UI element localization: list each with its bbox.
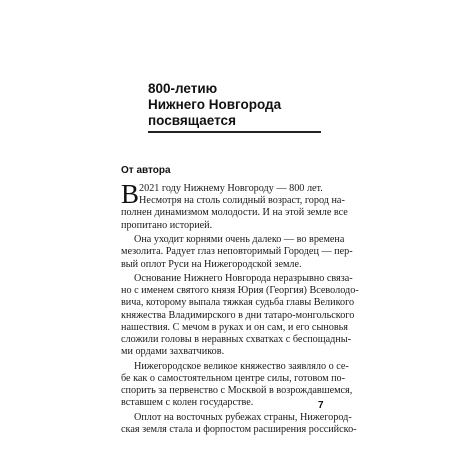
- text-line: вставшем с колен государстве.: [121, 397, 254, 409]
- drop-cap-block: [121, 179, 345, 209]
- text-line: вича, которому выпала тяжкая судьба главы Великого: [121, 297, 355, 309]
- text-line: княжества Владимирского в дни татаро-монгольского: [121, 309, 355, 321]
- paragraph: [121, 273, 359, 358]
- text-line: но с именем святого князя Юрия (Георгия) Всеволодо-: [121, 285, 359, 297]
- text-line: мезолита. Радует глаз неповторимый Городец — пер-: [121, 246, 353, 258]
- dedication-line: Нижнего Новгорода: [148, 97, 282, 112]
- dedication: [148, 81, 328, 129]
- body-text: [121, 179, 359, 439]
- text-line: Оплот на восточных рубежах страны, Нижегород-: [134, 411, 352, 423]
- text-line: вый оплот Руси на Нижегородской земле.: [121, 258, 302, 270]
- text-line: бе как о самостоятельном центре силы, готовом по-: [121, 373, 346, 384]
- text-line: нашествия. С мечом в руках и он сам, и его сыновья: [121, 321, 348, 333]
- text-line: Несмотря на столь солидный возраст, город на-: [139, 195, 345, 207]
- text-line: полнен динамизмом молодости. И на этой земле все: [121, 207, 348, 219]
- text-line: спорить за первенство с Москвой в возрождавшемся,: [121, 385, 353, 397]
- text-line: Она уходит корнями очень далеко — во времена: [134, 234, 345, 246]
- section-heading: От автора: [121, 165, 171, 176]
- page-number: 7: [318, 400, 324, 411]
- paragraph: [121, 360, 353, 410]
- text-line: пропитано историей.: [121, 219, 213, 231]
- text-line: ская земля стала и форпостом расширения российско-: [121, 424, 357, 436]
- text-line: Нижегородское великое княжество заявляло о се-: [134, 360, 349, 372]
- text-line: 2021 году Нижнему Новгороду — 800 лет.: [139, 183, 323, 194]
- divider-rule: [148, 131, 321, 133]
- text-line: сложили головы в неравных схватках с беспощадны-: [121, 334, 351, 346]
- paragraph: [121, 179, 348, 232]
- paragraph: [121, 411, 357, 436]
- text-line: Основание Нижнего Новгорода неразрывно связа-: [134, 273, 353, 285]
- dedication-line: 800-летию: [148, 81, 218, 96]
- drop-cap: В: [121, 179, 140, 209]
- paragraph: [121, 234, 353, 271]
- text-line: ми ордами захватчиков.: [121, 346, 225, 358]
- dedication-line: посвящается: [148, 113, 236, 128]
